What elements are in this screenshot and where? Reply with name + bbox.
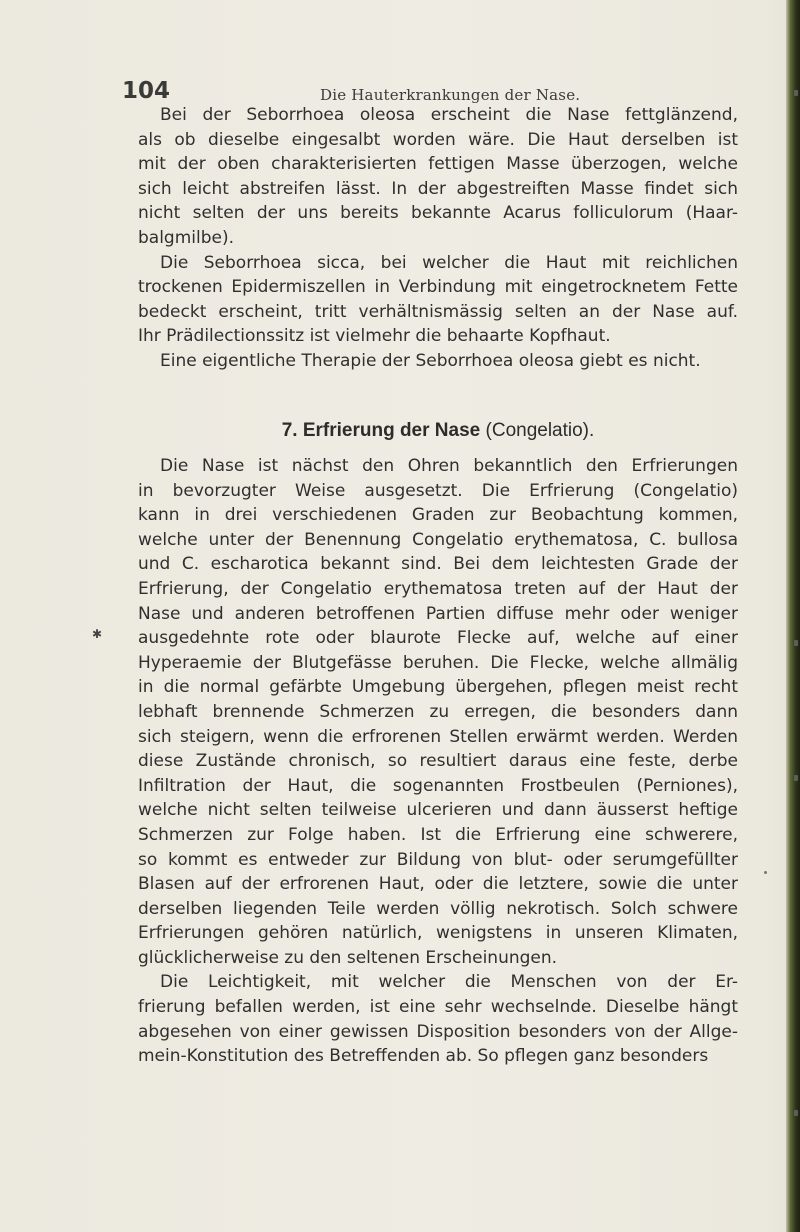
- text-line: mit der oben charakterisierten fettigen Masse überzogen, welche: [138, 154, 738, 175]
- text-line: frierung befallen werden, ist eine sehr wechselnde. Dieselbe hängt: [138, 997, 738, 1018]
- text-line: kann in drei verschiedenen Graden zur Beobachtung kommen,: [138, 505, 738, 526]
- text-line: Infiltration der Haut, die sogenannten Frostbeulen (Perniones),: [138, 775, 738, 796]
- paper-speck: [764, 871, 767, 874]
- text-line: Die Leichtigkeit, mit welcher die Menschen von der Er-: [160, 972, 738, 993]
- section-subtitle: (Congelatio).: [485, 420, 595, 441]
- edge-mark: [794, 775, 798, 781]
- text-line: sich steigern, wenn die erfrorenen Stellen erwärmt werden. Werden: [138, 726, 738, 747]
- text-line: sich leicht abstreifen lässt. In der abgestreiften Masse findet sich: [138, 178, 738, 199]
- intro-text: [138, 103, 738, 374]
- text-line: Die Nase ist nächst den Ohren bekanntlich den Erfrierungen: [160, 456, 738, 476]
- text-line: welche unter der Benennung Congelatio erythematosa, C. bullosa: [138, 529, 738, 550]
- running-title: Die Hauterkrankungen der Nase.: [320, 86, 581, 104]
- page-number: 104: [122, 78, 171, 104]
- text-line: ausgedehnte rote oder blaurote Flecke auf, welche auf einer: [138, 628, 738, 649]
- text-line: abgesehen von einer gewissen Disposition besonders von der Allge-: [138, 1021, 738, 1042]
- section-heading: [138, 420, 738, 442]
- text-line: bedeckt erscheint, tritt verhältnismässig selten an der Nase auf.: [138, 301, 738, 322]
- text-line: in die normal gefärbte Umgebung übergehen, pflegen meist recht: [138, 677, 738, 698]
- text-line: Erfrierungen gehören natürlich, wenigstens in unseren Klimaten,: [138, 923, 738, 944]
- text-line: diese Zustände chronisch, so resultiert daraus eine feste, derbe: [138, 751, 738, 772]
- edge-mark: [794, 90, 798, 96]
- text-line: Erfrierung, der Congelatio erythematosa treten auf der Haut der: [138, 578, 738, 599]
- text-line: Bei der Seborrhoea oleosa erscheint die Nase fettglänzend,: [160, 105, 738, 125]
- text-line: in bevorzugter Weise ausgesetzt. Die Erfrierung (Congelatio): [138, 480, 738, 501]
- section-title: Erfrierung der Nase: [302, 420, 481, 441]
- text-line: Blasen auf der erfrorenen Haut, oder die letztere, sowie die unter: [138, 874, 738, 895]
- text-line: so kommt es entweder zur Bildung von blut- oder serumgefüllter: [138, 849, 738, 870]
- text-line: und C. escharotica bekannt sind. Bei dem leichtesten Grade der: [138, 554, 738, 575]
- text-line: als ob dieselbe eingesalbt worden wäre. Die Haut derselben ist: [138, 129, 738, 150]
- text-line: glücklicherweise zu den seltenen Erscheinungen.: [138, 947, 558, 968]
- text-line: derselben liegenden Teile werden völlig nekrotisch. Solch schwere: [138, 898, 738, 919]
- text-line: Eine eigentliche Therapie der Seborrhoea oleosa giebt es nicht.: [160, 350, 701, 371]
- text-line: lebhaft brennende Schmerzen zu erregen, die besonders dann: [138, 701, 738, 722]
- text-line: trockenen Epidermiszellen in Verbindung mit eingetrocknetem Fette: [138, 277, 738, 298]
- section-body-text: [138, 454, 738, 1069]
- text-line: nicht selten der uns bereits bekannte Acarus folliculorum (Haar-: [138, 203, 738, 224]
- edge-mark: [794, 1110, 798, 1116]
- text-line: Ihr Prädilectionssitz ist vielmehr die behaarte Kopfhaut.: [138, 326, 611, 347]
- text-line: Hyperaemie der Blutgefässe beruhen. Die Flecke, welche allmälig: [138, 652, 738, 673]
- text-line: balgmilbe).: [138, 227, 235, 248]
- edge-mark: [794, 640, 798, 646]
- text-line: mein-Konstitution des Betreffenden ab. So pflegen ganz besonders: [138, 1046, 709, 1067]
- section-number: 7.: [281, 420, 298, 441]
- page-binding-edge: [786, 0, 800, 1232]
- text-line: Schmerzen zur Folge haben. Ist die Erfrierung eine schwerere,: [138, 824, 738, 845]
- text-line: Nase und anderen betroffenen Partien diffuse mehr oder weniger: [138, 603, 738, 624]
- text-line: Die Seborrhoea sicca, bei welcher die Haut mit reichlichen: [160, 252, 738, 273]
- text-line: welche nicht selten teilweise ulcerieren und dann äusserst heftige: [138, 800, 738, 821]
- ink-blot: ✱: [92, 627, 103, 641]
